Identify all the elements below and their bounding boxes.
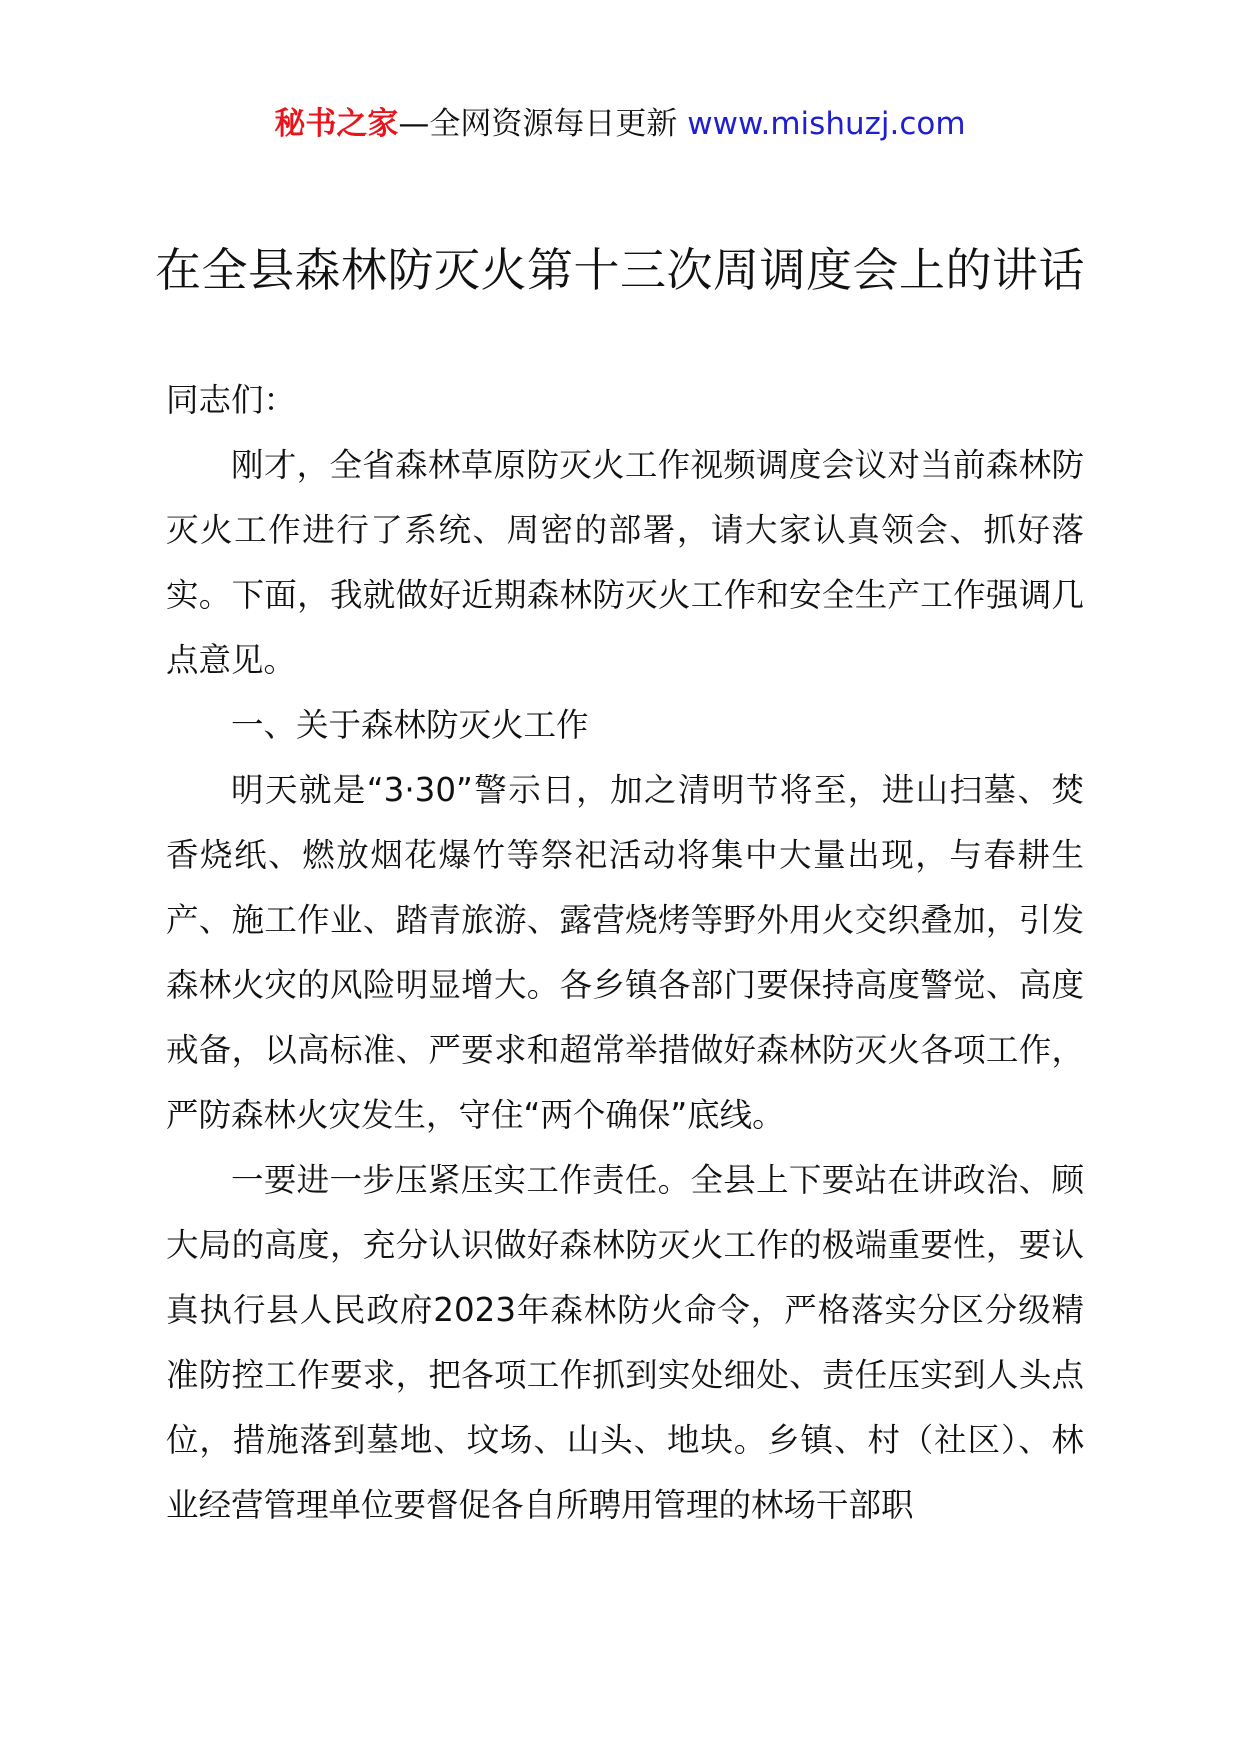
paragraph-responsibility: 一要进一步压紧压实工作责任。全县上下要站在讲政治、顾大局的高度，充分认识做好森林防灭火工作的极端重要性，要认真执行县人民政府2023年森林防火命令，严格落实分区分级精准防控工作要求，把各项工作抓到实处细处、责任压实到人头点位，措施落到墓地、坟场、山头、地块。乡镇、村（社区）、林业经营管理单位要督促各自所聘用管理的林场干部职 <box>166 1161 1084 1524</box>
banner-url-link[interactable]: www.mishuzj.com <box>687 106 966 142</box>
document-title: 在全县森林防灭火第十三次周调度会上的讲话 <box>155 243 1085 297</box>
section-heading: 一、关于森林防灭火工作 <box>231 706 589 744</box>
document-body <box>166 368 1084 1538</box>
banner-tagline: —全网资源每日更新 <box>398 106 688 142</box>
paragraph-intro: 刚才，全省森林草原防灭火工作视频调度会议对当前森林防灭火工作进行了系统、周密的部署，请大家认真领会、抓好落实。下面，我就做好近期森林防灭火工作和安全生产工作强调几点意见。 <box>166 446 1084 679</box>
paragraph-context: 明天就是“3·30”警示日，加之清明节将至，进山扫墓、焚香烧纸、燃放烟花爆竹等祭祀活动将集中大量出现，与春耕生产、施工作业、踏青旅游、露营烧烤等野外用火交织叠加，引发森林火灾的风险明显增大。各乡镇各部门要保持高度警觉、高度戒备，以高标准、严要求和超常举措做好森林防灭火各项工作，严防森林火灾发生，守住“两个确保”底线。 <box>166 771 1084 1134</box>
site-banner <box>0 98 1240 150</box>
salutation: 同志们： <box>166 381 297 419</box>
banner-brand: 秘书之家 <box>274 106 399 142</box>
